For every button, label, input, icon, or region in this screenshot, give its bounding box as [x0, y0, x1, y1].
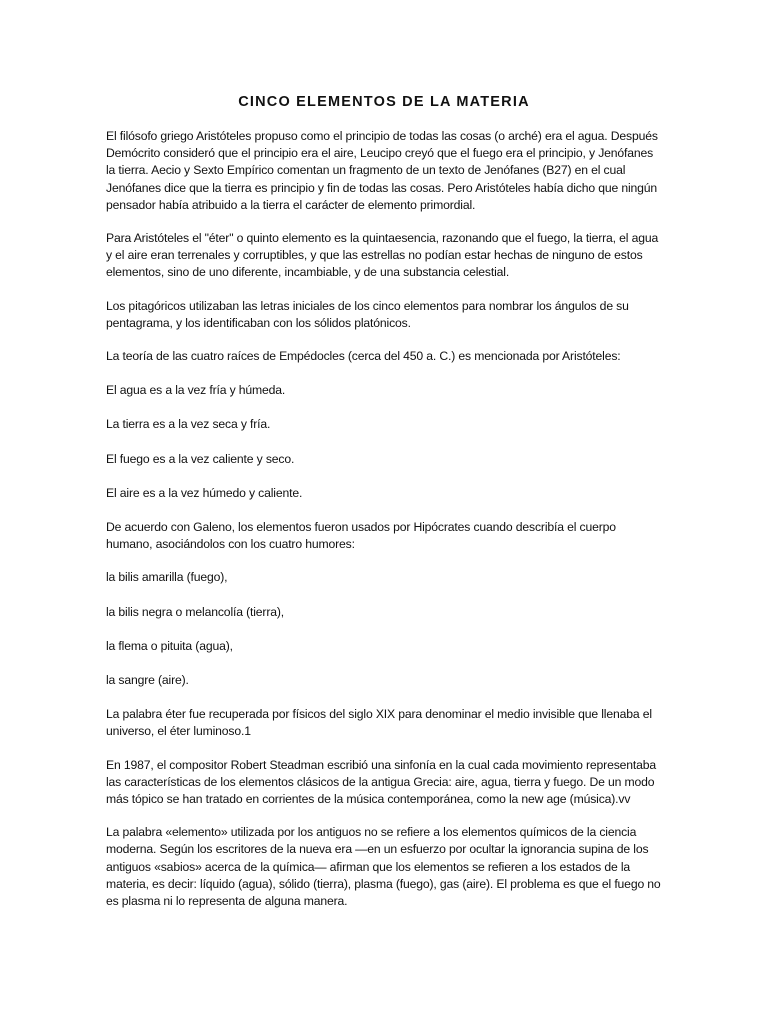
paragraph-steadman: En 1987, el compositor Robert Steadman escribió una sinfonía en la cual cada movimiento representaba las características de los elementos clásicos de la antigua Grecia: aire, agua, tierra y fuego. De un modo más tópico se han tratado en corrientes de la música contemporánea, como la new age (música).vv — [106, 757, 657, 807]
document-title: CINCO ELEMENTOS DE LA MATERIA — [238, 94, 530, 110]
paragraph-eter: Para Aristóteles el "éter" o quinto elemento es la quintaesencia, razonando que el fuego, la tierra, el agua y el aire eran terrenales y corruptibles, y que las estrellas no podían estar hechas de ninguno de estos elementos, sino de uno diferente, incambiable, y de una substancia celestial. — [106, 231, 659, 280]
list-item-sangre: la sangre (aire). — [106, 673, 189, 688]
list-item-aire: El aire es a la vez húmedo y caliente. — [106, 485, 303, 500]
list-item-fuego: El fuego es a la vez caliente y seco. — [106, 451, 295, 466]
list-item-flema: la flema o pituita (agua), — [106, 638, 233, 653]
list-item-tierra: La tierra es a la vez seca y fría. — [106, 417, 271, 432]
list-item-agua: El agua es a la vez fría y húmeda. — [106, 383, 286, 398]
paragraph-galeno: De acuerdo con Galeno, los elementos fueron usados por Hipócrates cuando describía el cuerpo humano, asociándolos con los cuatro humores: — [106, 520, 616, 552]
list-item-bilis-negra: la bilis negra o melancolía (tierra), — [106, 604, 285, 619]
paragraph-pitagoricos: Los pitagóricos utilizaban las letras iniciales de los cinco elementos para nombrar los ángulos de su pentagrama, y los identificaban con los sólidos platónicos. — [106, 298, 629, 330]
paragraph-elemento: La palabra «elemento» utilizada por los antiguos no se refiere a los elementos químicos de la ciencia moderna. Según los escritores de la nueva era —en un esfuerzo por ocultar la ignorancia supina de los antiguos «sabios» acerca de la química— afirman que los elementos se refieren a los estados de la materia, es decir: líquido (agua), sólido (tierra), plasma (fuego), gas (aire). El problema es que el fuego no es plasma ni lo representa de alguna manera. — [106, 825, 661, 909]
paragraph-empedocles: La teoría de las cuatro raíces de Empédocles (cerca del 450 a. C.) es mencionada por Aristóteles: — [106, 349, 621, 364]
document-body — [106, 128, 662, 926]
paragraph-aristoteles-arche: El filósofo griego Aristóteles propuso como el principio de todas las cosas (o arché) era el agua. Después Demócrito consideró que el principio era el aire, Leucipo creyó que el fuego era el principio, y Jenófanes la tierra. Aecio y Sexto Empírico comentan un fragmento de un texto de Jenófanes (B27) en el cual Jenófanes dice que la tierra es principio y fin de todas las cosas. Pero Aristóteles había dicho que ningún pensador había atribuido a la tierra el carácter de elemento primordial. — [106, 129, 658, 212]
list-item-bilis-amarilla: la bilis amarilla (fuego), — [106, 570, 228, 585]
paragraph-eter-luminoso: La palabra éter fue recuperada por físicos del siglo XIX para denominar el medio invisible que llenaba el universo, el éter luminoso.1 — [106, 707, 652, 739]
